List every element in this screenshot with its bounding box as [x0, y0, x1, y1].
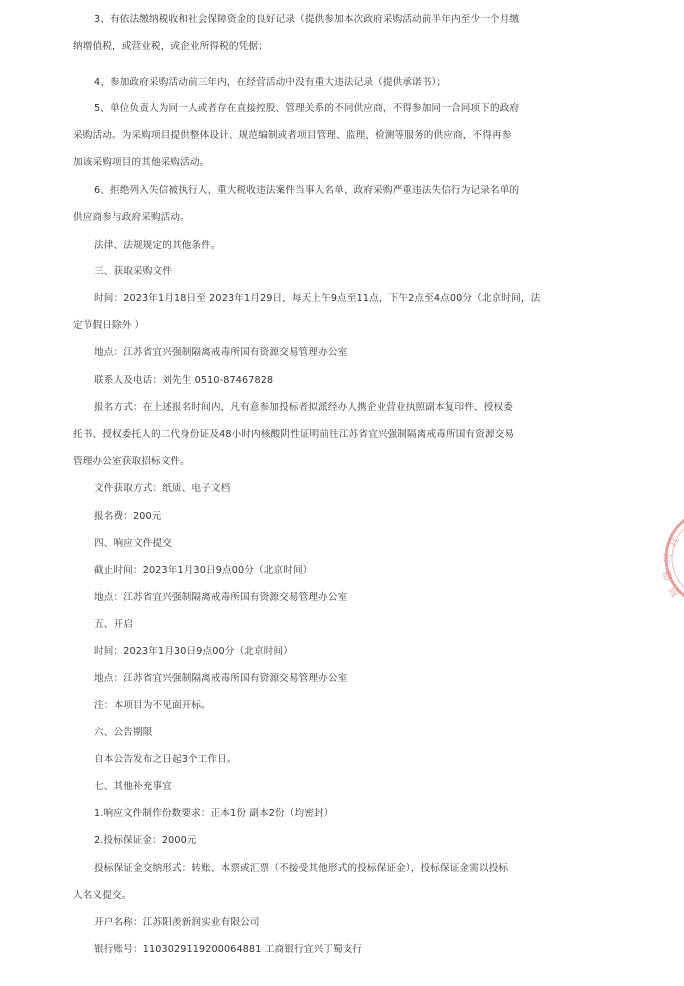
requirement-5-line-3: 加该采购项目的其他采购活动。 — [73, 157, 210, 168]
submission-deadline: 截止时间：2023年1月30日9点00分（北京时间） — [94, 565, 313, 576]
copies-requirement: 1.响应文件制作份数要求：正本1份 副本2份（均密封） — [94, 808, 334, 819]
registration-method-line-1: 报名方式：在上述报名时间内，凡有意参加投标者拟派经办人携企业营业执照副本复印件、授权委 — [94, 402, 513, 413]
bid-bond-form-line-1: 投标保证金交纳形式：转账、本票或汇票（不接受其他形式的投标保证金），投标保证金需以投标 — [94, 863, 509, 874]
requirement-3-line-1: 3、有依法缴纳税收和社会保障资金的良好记录（提供参加本次政府采购活动前半年内至少一个月缴 — [94, 14, 520, 25]
bid-bond-form-line-2: 人名义提交。 — [73, 890, 132, 901]
bank-account: 银行账号：1103029119200064881 工商银行宜兴丁蜀支行 — [94, 944, 363, 955]
section-7-heading: 七、其他补充事宜 — [94, 781, 172, 792]
submission-location: 地点：江苏省宜兴强制隔离戒毒所国有资源交易管理办公室 — [94, 592, 348, 603]
opening-note: 注：本项目为不见面开标。 — [94, 700, 211, 711]
svg-text:制: 制 — [667, 584, 683, 599]
document-format: 文件获取方式：纸质、电子文档 — [94, 483, 231, 494]
opening-location: 地点：江苏省宜兴强制隔离戒毒所国有资源交易管理办公室 — [94, 673, 348, 684]
registration-method-line-3: 管理办公室获取招标文件。 — [73, 456, 190, 467]
section-5-heading: 五、开启 — [94, 619, 133, 630]
requirement-3-line-2: 纳增值税，或营业税，或企业所得税的凭据； — [73, 41, 268, 52]
bid-bond-amount: 2.投标保证金：2000元 — [94, 835, 197, 846]
contact-info: 联系人及电话：刘先生 0510-87467828 — [94, 375, 274, 386]
requirement-5-line-1: 5、单位负责人为同一人或者存在直接控股、管理关系的不同供应商，不得参加同一合同项下的政府 — [94, 103, 520, 114]
svg-text:兴: 兴 — [662, 552, 675, 565]
svg-text:强: 强 — [662, 569, 675, 582]
acquisition-location: 地点：江苏省宜兴强制隔离戒毒所国有资源交易管理办公室 — [94, 347, 348, 358]
official-seal — [660, 506, 684, 610]
section-6-heading: 六、公告期限 — [94, 727, 153, 738]
registration-fee: 报名费：200元 — [94, 511, 162, 522]
acquisition-time-line-2: 定节假日除外 ） — [73, 320, 145, 331]
opening-time: 时间：2023年1月30日9点00分（北京时间） — [94, 646, 293, 657]
requirement-5-line-2: 采购活动。为采购项目提供整体设计、规范编制或者项目管理、监理、检测等服务的供应商，不得再参 — [73, 130, 512, 141]
requirement-other: 法律、法规规定的其他条件。 — [94, 240, 221, 251]
registration-method-line-2: 托书、授权委托人的二代身份证及48小时内核酸阴性证明前往江苏省宜兴强制隔离戒毒所国有资源交易 — [73, 429, 515, 440]
requirement-6-line-1: 6、拒绝列入失信被执行人、重大税收违法案件当事人名单、政府采购严重违法失信行为记录名单的 — [94, 185, 520, 196]
account-name: 开户名称：江苏阳羡新润实业有限公司 — [94, 917, 260, 928]
requirement-4: 4、参加政府采购活动前三年内，在经营活动中没有重大违法记录（提供承诺书）； — [94, 77, 447, 88]
announcement-period: 自本公告发布之日起3个工作日。 — [94, 754, 237, 765]
section-4-heading: 四、响应文件提交 — [94, 538, 172, 549]
acquisition-time-line-1: 时间：2023年1月18日至 2023年1月29日，每天上午9点至11点，下午2点至4点00分（北京时间，法 — [94, 293, 541, 304]
requirement-6-line-2: 供应商参与政府采购活动。 — [73, 212, 190, 223]
svg-text:宜: 宜 — [667, 535, 682, 550]
section-3-heading: 三、获取采购文件 — [94, 266, 172, 277]
